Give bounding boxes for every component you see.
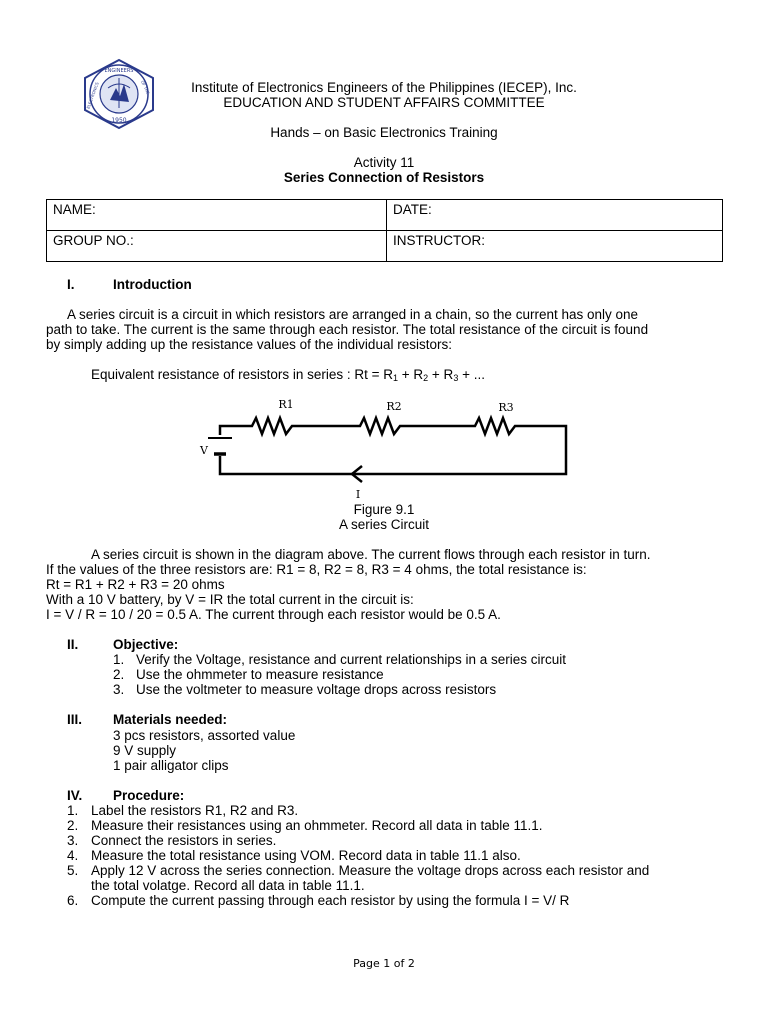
r3-label: R3: [498, 401, 514, 414]
figure-number: Figure 9.1: [353, 502, 415, 517]
student-info-table: [46, 199, 723, 262]
explanation-line-1: A series circuit is shown in the diagram above. The current flows through each resistor in turn.: [91, 547, 651, 562]
logo-top-text: ENGINEERS: [104, 68, 134, 74]
procedure-step: Connect the resistors in series.: [91, 833, 277, 848]
procedure-heading: Procedure:: [113, 788, 185, 803]
procedure-step-num: 5.: [67, 863, 79, 878]
r2-label: R2: [386, 400, 402, 413]
objective-heading: Objective:: [113, 637, 179, 652]
voltage-label: V: [200, 444, 208, 457]
material-item: 1 pair alligator clips: [113, 758, 229, 773]
explanation-line-3: Rt = R1 + R2 + R3 = 20 ohms: [46, 577, 225, 592]
intro-line-3: by simply adding up the resistance values of the individual resistors:: [46, 337, 452, 352]
explanation-line-2: If the values of the three resistors are: R1 = 8, R2 = 8, R3 = 4 ohms, the total resistance is:: [46, 562, 587, 577]
intro-line-2: path to take. The current is the same through each resistor. The total resistance of the circuit is found: [46, 322, 649, 337]
instructor-field[interactable]: INSTRUCTOR:: [387, 231, 723, 262]
material-item: 3 pcs resistors, assorted value: [113, 728, 296, 743]
procedure-number: IV.: [67, 788, 83, 803]
procedure-step: Measure the total resistance using VOM. Record data in table 11.1 also.: [91, 848, 521, 863]
series-circuit-diagram: [190, 388, 580, 503]
activity-number: Activity 11: [353, 155, 415, 170]
procedure-step-continuation: the total volatge. Record all data in table 11.1.: [91, 878, 365, 893]
material-item: 9 V supply: [113, 743, 177, 758]
figure-caption: A series Circuit: [338, 517, 430, 532]
materials-number: III.: [67, 712, 83, 727]
logo-left-text: ELECTRONICS: [85, 81, 100, 110]
table-row: [47, 200, 723, 231]
logo-right-text: OF THE: [139, 79, 151, 96]
committee-name: EDUCATION AND STUDENT AFFAIRS COMMITTEE: [223, 95, 545, 110]
date-field[interactable]: DATE:: [387, 200, 723, 231]
r1-label: R1: [278, 398, 294, 411]
procedure-step-num: 6.: [67, 893, 79, 908]
objective-item: Verify the Voltage, resistance and current relationships in a series circuit: [136, 652, 566, 667]
objective-item-num: 1.: [113, 652, 125, 667]
explanation-line-5: I = V / R = 10 / 20 = 0.5 A. The current through each resistor would be 0.5 A.: [46, 607, 501, 622]
org-name: Institute of Electronics Engineers of the Philippines (IECEP), Inc.: [191, 80, 577, 95]
top-wire-with-resistors: [220, 418, 566, 474]
procedure-step-num: 4.: [67, 848, 79, 863]
explanation-line-4: With a 10 V battery, by V = IR the total current in the circuit is:: [46, 592, 414, 607]
procedure-step: Apply 12 V across the series connection. Measure the voltage drops across each resistor and: [91, 863, 650, 878]
logo-year: 1950: [111, 117, 127, 124]
training-title: Hands – on Basic Electronics Training: [270, 125, 498, 140]
procedure-step-num: 1.: [67, 803, 79, 818]
table-row: [47, 231, 723, 262]
objective-item-num: 2.: [113, 667, 125, 682]
group-no-field[interactable]: GROUP NO.:: [47, 231, 387, 262]
activity-title: Series Connection of Resistors: [283, 170, 485, 185]
materials-heading: Materials needed:: [113, 712, 228, 727]
objective-item: Use the ohmmeter to measure resistance: [136, 667, 384, 682]
current-label: I: [355, 488, 361, 501]
objective-item: Use the voltmeter to measure voltage drops across resistors: [136, 682, 497, 697]
objective-number: II.: [67, 637, 79, 652]
procedure-step: Label the resistors R1, R2 and R3.: [91, 803, 299, 818]
intro-line-1: A series circuit is a circuit in which resistors are arranged in a chain, so the current has only one: [67, 307, 639, 322]
procedure-step: Compute the current passing through each resistor by using the formula I = V/ R: [91, 893, 570, 908]
intro-heading: Introduction: [113, 277, 192, 292]
procedure-step-num: 2.: [67, 818, 79, 833]
procedure-step-num: 3.: [67, 833, 79, 848]
procedure-step: Measure their resistances using an ohmmeter. Record all data in table 11.1.: [91, 818, 543, 833]
intro-number: I.: [67, 277, 75, 292]
name-field[interactable]: NAME:: [47, 200, 387, 231]
equivalent-resistance-equation: Equivalent resistance of resistors in series : $Rt = R_1 + R_2 + R_3$ + ...: [91, 367, 485, 383]
page-number: Page 1 of 2: [353, 957, 415, 970]
objective-item-num: 3.: [113, 682, 125, 697]
